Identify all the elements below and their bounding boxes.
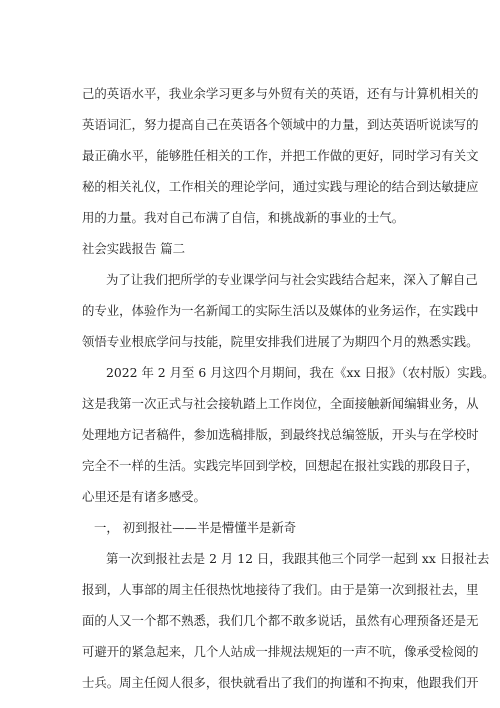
text-line: 领悟专业根底学问与技能，院里安排我们进展了为期四个月的熟悉实践。 [82,334,479,349]
text-line: 完全不一样的生活。实践完毕回到学校，回想起在报社实践的那段日子， [82,458,479,473]
text-line: 第一次到报社去是 2 月 12 日，我跟其他三个同学一起到 xx 日报社去 [106,551,490,566]
text-line: 这是我第一次正式与社会接轨踏上工作岗位，全面接触新闻编辑业务，从 [82,396,479,411]
text-line: 2022 年 2 月至 6 月这四个月期间，我在《xx 日报》（农村版）实践。 [106,365,495,380]
text-line: 己的英语水平，我业余学习更多与外贸有关的英语，还有与计算机相关的 [82,86,479,101]
text-line: 用的力量。我对自己布满了自信，和挑战新的事业的士气。 [82,210,405,225]
text-line: 为了让我们把所学的专业课学问与社会实践结合起来，深入了解自己 [106,272,478,287]
text-line: 秘的相关礼仪，工作相关的理论学问，通过实践与理论的结合到达敏捷应 [82,179,479,194]
text-line: 士兵。周主任阅人很多，很快就看出了我们的拘谨和不拘束，他跟我们开 [82,675,479,690]
text-line: 处理地方记者稿件，参加选稿排版，到最终找总编签版，开头与在学校时 [82,427,479,442]
text-line: 英语词汇，努力提高自己在英语各个领域中的力量，到达英语听说读写的 [82,117,479,132]
text-line: 最正确水平，能够胜任相关的工作，并把工作做的更好，同时学习有关文 [82,148,479,163]
subsection-heading: 一， 初到报社——半是懵懂半是新奇 [94,520,297,535]
text-line: 报到，人事部的周主任很热忱地接待了我们。由于是第一次到报社去，里 [82,582,479,597]
text-line: 可避开的紧急起来，几个人站成一排规法规矩的一声不吭，像承受检阅的 [82,644,479,659]
text-line: 心里还是有诸多感受。 [82,489,206,504]
text-line: 面的人又一个都不熟悉，我们几个都不敢多说话，虽然有心理预备还是无 [82,613,479,628]
text-line: 的专业，体验作为一名新闻工的实际生活以及媒体的业务运作，在实践中 [82,303,479,318]
section-heading: 社会实践报告 篇二 [82,241,186,256]
